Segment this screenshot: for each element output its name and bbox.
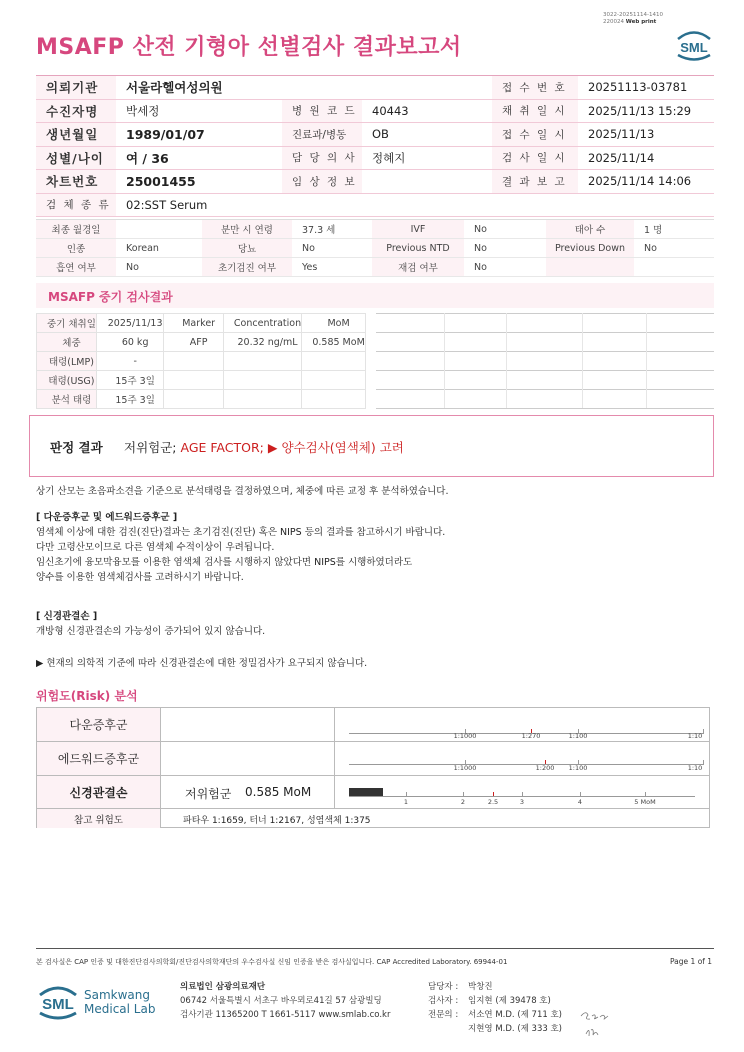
- staff-info: [428, 980, 562, 1036]
- staff-name: 임지현 (제 39478 호): [468, 996, 551, 1006]
- tick-label-cutoff: 2.5: [487, 798, 499, 806]
- judgement-text: [124, 438, 404, 456]
- down-title: [ 다운증후군 및 에드워드증후군 ]: [36, 512, 178, 523]
- usg-label: 태령(USG): [37, 371, 97, 390]
- sub-label: 분만 시 연령: [202, 220, 292, 239]
- sub-value: No: [644, 242, 657, 254]
- sub-value: 37.3 세: [302, 225, 336, 236]
- org-contact: 검사기관 11365200 T 1661-5117 www.smlab.co.kr: [180, 1010, 391, 1020]
- patient-info-table: [36, 75, 714, 217]
- sub-value: No: [474, 242, 487, 254]
- info-row: [36, 146, 714, 170]
- down-line: 염색체 이상에 대한 검진(진단)결과는 초기검진(진단) 혹은 NIPS 등의 결과를 참고하시기 바랍니다.: [36, 527, 446, 538]
- ntd-section: [36, 609, 265, 639]
- analysis-age-value: 15주 3일: [96, 390, 164, 409]
- ntd-mom-bar: [349, 788, 383, 796]
- info-label: 결 과 보 고: [492, 170, 578, 194]
- info-label: 채 취 일 시: [492, 99, 578, 123]
- info-value: 박세정: [126, 103, 160, 118]
- footer-divider: [36, 948, 714, 949]
- sub-label: Previous Down: [546, 239, 634, 258]
- down-line: 임신초기에 융모막융모를 이용한 염색체 검사를 시행하지 않았다면 NIPS를 시행하였더라도: [36, 557, 413, 568]
- judgement-label: 판정 결과: [50, 440, 103, 455]
- concentration-value: 20.32 ng/mL: [223, 333, 301, 352]
- result-row: [37, 352, 366, 371]
- sub-value: No: [126, 261, 139, 273]
- print-label: Web print: [625, 19, 657, 25]
- sub-row: [36, 220, 714, 239]
- info-value: 2025/11/13: [588, 127, 655, 142]
- info-label: 수진자명: [36, 99, 116, 123]
- sub-label: [546, 258, 634, 277]
- risk-table: [36, 707, 710, 828]
- info-value: 1989/01/07: [126, 126, 205, 142]
- signature-icon: [578, 1008, 614, 1042]
- result-row: [37, 333, 366, 352]
- info-value: 40443: [372, 103, 409, 118]
- risk-row-reference: [37, 809, 709, 828]
- sub-row: [36, 258, 714, 277]
- tick-label: 1:10: [687, 732, 703, 740]
- staff-name: 서소연 M.D. (제 711 호): [468, 1010, 563, 1020]
- staff-role: 검사자 :: [428, 996, 459, 1006]
- lmp-value: -: [96, 352, 164, 371]
- sml-logo-text: SML: [680, 40, 708, 55]
- ntd-title: [ 신경관결손 ]: [36, 611, 98, 622]
- brand-line: Medical Lab: [84, 1002, 156, 1016]
- judgement-age-factor: AGE FACTOR;: [180, 440, 264, 455]
- risk-row-down: [37, 708, 709, 742]
- info-label: 생년월일: [36, 123, 116, 147]
- risk-label: 신경관결손: [37, 776, 161, 808]
- tick-label-result: 1:200: [535, 764, 555, 772]
- info-label: 접 수 번 호: [492, 76, 578, 100]
- tick-label: 3: [519, 798, 525, 806]
- info-label: 성별/나이: [36, 146, 116, 170]
- ntd-line: 개방형 신경관결손의 가능성이 증가되어 있지 않습니다.: [36, 626, 266, 637]
- info-label: 진료과/병동: [282, 123, 362, 147]
- sub-label: IVF: [372, 220, 464, 239]
- sub-value: No: [474, 261, 487, 273]
- down-line: 양수를 이용한 염색체검사를 고려하시기 바랍니다.: [36, 572, 244, 583]
- risk-label: 다운증후군: [37, 708, 161, 741]
- info-row: [36, 123, 714, 147]
- tick-label: 4: [577, 798, 583, 806]
- tick-label: 1:10: [687, 764, 703, 772]
- info-value: 2025/11/14 14:06: [588, 174, 692, 189]
- weight-label: 체중: [37, 333, 97, 352]
- specimen-value: 02:SST Serum: [126, 197, 208, 212]
- tick-label: 2: [460, 798, 466, 806]
- doc-code-line1: 3022-20251114-1410: [603, 12, 663, 18]
- result-row: [37, 390, 366, 409]
- info-value: 25001455: [126, 173, 196, 189]
- basis-note: 상기 산모는 초음파소견을 기준으로 분석태령을 결정하였으며, 체중에 따른 교정 후 분석하였습니다.: [36, 486, 449, 497]
- risk-title: 위험도(Risk) 분석: [36, 689, 138, 703]
- tick-label-result: 1:270: [521, 732, 541, 740]
- tick-label: 1:1000: [453, 732, 477, 740]
- info-label: 접 수 일 시: [492, 123, 578, 147]
- marker-value: AFP: [164, 333, 224, 352]
- specimen-label: 검 체 종 류: [36, 193, 116, 217]
- staff-name: 박창진: [468, 982, 493, 992]
- info-label: 임 상 정 보: [282, 170, 362, 194]
- arrow-right-icon: ▶: [267, 440, 278, 455]
- result-table: [36, 313, 366, 409]
- weight-value: 60 kg: [96, 333, 164, 352]
- staff-name: 지현영 M.D. (제 333 호): [468, 1024, 563, 1034]
- risk-label: 에드워드증후군: [37, 742, 161, 775]
- down-line: 다만 고령산모이므로 다른 염색체 수적이상이 우려됩니다.: [36, 542, 275, 553]
- info-label: 검 사 일 시: [492, 146, 578, 170]
- info-value: 2025/11/13 15:29: [588, 103, 692, 118]
- sub-label: 흡연 여부: [36, 258, 116, 277]
- info-row: [36, 99, 714, 123]
- info-value: 2025/11/14: [588, 150, 655, 165]
- staff-role: 전문의 :: [428, 1010, 459, 1020]
- sub-value: Korean: [126, 242, 159, 254]
- sample-date-label: 중기 채취일: [37, 314, 97, 333]
- info-row: [36, 193, 714, 217]
- brand-name: [84, 988, 155, 1016]
- info-value: 서울라헬여성의원: [126, 80, 223, 96]
- staff-role: 담당자 :: [428, 982, 459, 992]
- tick-label: 1:1000: [453, 764, 477, 772]
- sub-value: [634, 258, 714, 277]
- sml-logo-icon: [674, 28, 714, 62]
- info-label: 의뢰기관: [36, 76, 116, 100]
- doc-code-line2: 220024: [603, 19, 624, 25]
- info-row: [36, 76, 714, 100]
- concentration-header: Concentration: [223, 314, 301, 333]
- usg-value: 15주 3일: [96, 371, 164, 390]
- empty-result-grid: [376, 313, 714, 408]
- judgement-box: [29, 415, 714, 477]
- document-code: [603, 12, 663, 26]
- page-number: Page 1 of 1: [670, 957, 713, 966]
- risk-row-edwards: [37, 742, 709, 776]
- ntd-arrow-line: ▶ 현재의 의학적 기준에 따라 신경관결손에 대한 정밀검사가 요구되지 않습니다.: [36, 658, 368, 669]
- sub-label: 당뇨: [202, 239, 292, 258]
- ntd-result: 저위험군: [185, 787, 232, 801]
- analysis-age-label: 분석 태령: [37, 390, 97, 409]
- info-value: [362, 170, 492, 194]
- result-row: [37, 371, 366, 390]
- tick-label: 5 MoM: [634, 798, 656, 806]
- sub-label: 최종 월경일: [36, 220, 116, 239]
- mom-header: MoM: [302, 314, 366, 333]
- sub-label: Previous NTD: [372, 239, 464, 258]
- org-address: 06742 서울특별시 서초구 바우뫼로41길 57 삼광빌딩: [180, 996, 382, 1006]
- reference-label: 참고 위험도: [37, 809, 161, 828]
- result-row: [37, 314, 366, 333]
- tick-label: 1:100: [568, 764, 588, 772]
- sml-logo-icon: [36, 982, 80, 1022]
- info-row: [36, 170, 714, 194]
- sub-label: 재검 여부: [372, 258, 464, 277]
- marker-header: Marker: [164, 314, 224, 333]
- info-value: 정혜지: [372, 150, 406, 165]
- footer-note: 본 검사실은 CAP 인증 및 대한진단검사의학회/진단검사의학재단의 우수검사실 신임 인증을 받은 검사실입니다. CAP Accredited Laboratory. 69944-01: [36, 958, 508, 966]
- judgement-advice: 양수검사(염색체) 고려: [281, 440, 404, 455]
- sub-value: Yes: [302, 261, 318, 273]
- judgement-low-risk: 저위험군;: [124, 440, 177, 455]
- sample-date-value: 2025/11/13: [96, 314, 164, 333]
- sub-value: [116, 220, 202, 239]
- ntd-mom: 0.585 MoM: [245, 785, 312, 799]
- info-label: 병 원 코 드: [282, 99, 362, 123]
- info-value: OB: [372, 127, 389, 142]
- sub-label: 초기검진 여부: [202, 258, 292, 277]
- info-value: 20251113-03781: [588, 80, 688, 95]
- org-name: 의료법인 삼광의료재단: [180, 982, 266, 992]
- sub-value: 1 명: [644, 225, 663, 236]
- sml-logo-text: SML: [42, 996, 74, 1013]
- sub-label: 태아 수: [546, 220, 634, 239]
- ntd-result-cell: [161, 776, 335, 808]
- down-section: [36, 510, 445, 585]
- risk-row-ntd: [37, 776, 709, 809]
- pregnancy-info-table: [36, 219, 714, 277]
- info-label: 차트번호: [36, 170, 116, 194]
- sub-value: No: [474, 223, 487, 235]
- sub-row: [36, 239, 714, 258]
- tick-label: 1:100: [568, 732, 588, 740]
- info-value: 여 / 36: [126, 150, 169, 166]
- info-label: 담 당 의 사: [282, 146, 362, 170]
- tick-label: 1: [403, 798, 409, 806]
- page-title: MSAFP 산전 기형아 선별검사 결과보고서: [36, 35, 462, 60]
- sub-value: No: [302, 242, 315, 254]
- lmp-label: 태령(LMP): [37, 352, 97, 371]
- sub-label: 인종: [36, 239, 116, 258]
- brand-line: Samkwang: [84, 988, 150, 1002]
- reference-value: 파타우 1:1659, 터너 1:2167, 성염색체 1:375: [183, 816, 371, 826]
- section-title: MSAFP 중기 검사결과: [36, 283, 714, 308]
- mom-value: 0.585 MoM: [302, 333, 366, 352]
- org-info: [180, 980, 390, 1022]
